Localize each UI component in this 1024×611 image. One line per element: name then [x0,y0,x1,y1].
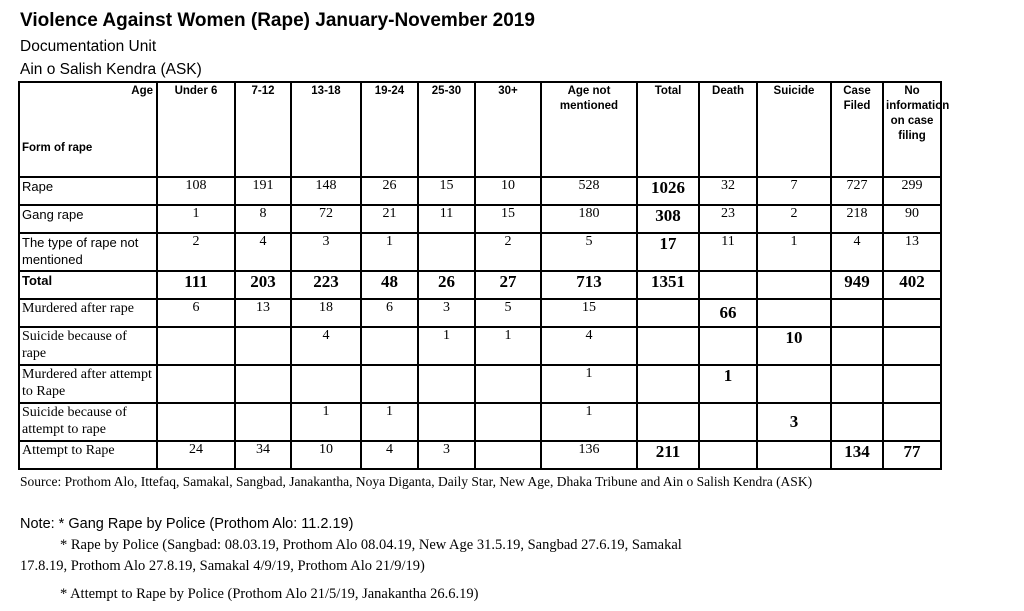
table-cell: 4 [831,233,883,271]
row-label: The type of rape not mentioned [19,233,157,271]
table-cell: 26 [361,177,418,205]
table-cell: 15 [418,177,475,205]
table-cell-total [637,299,699,327]
table-cell [475,365,541,403]
table-cell: 6 [361,299,418,327]
table-cell [831,365,883,403]
col-header-age-not-mentioned: Age not mentioned [541,82,637,177]
table-cell: 1 [541,403,637,441]
table-cell: 108 [157,177,235,205]
table-cell: 6 [157,299,235,327]
table-cell [418,365,475,403]
table-cell-suicide: 3 [757,403,831,441]
table-cell: 1 [291,403,361,441]
row-label: Attempt to Rape [19,441,157,469]
table-cell: 5 [541,233,637,271]
row-label: Murdered after attempt to Rape [19,365,157,403]
table-cell [157,403,235,441]
table-cell [157,327,235,365]
table-cell [361,365,418,403]
table-cell [831,299,883,327]
row-label: Suicide because of attempt to rape [19,403,157,441]
table-cell: 1 [475,327,541,365]
note-rape-by-police-continued: 17.8.19, Prothom Alo 27.8.19, Samakal 4/9/19, Prothom Alo 21/9/19) [20,558,425,574]
table-cell: 191 [235,177,291,205]
col-header-30-plus: 30+ [475,82,541,177]
table-cell-total: 211 [637,441,699,469]
table-cell-death: 66 [699,299,757,327]
table-cell-total: 308 [637,205,699,233]
col-header-under-6: Under 6 [157,82,235,177]
row-label: Rape [19,177,157,205]
table-cell: 15 [475,205,541,233]
table-cell [831,403,883,441]
documentation-unit-label: Documentation Unit [20,38,157,55]
col-header-total: Total [637,82,699,177]
table-cell [699,327,757,365]
row-label: Total [19,271,157,299]
table-cell [475,441,541,469]
table-cell [418,403,475,441]
table-cell: 136 [541,441,637,469]
age-header: Age [131,85,153,97]
row-label: Gang rape [19,205,157,233]
table-cell: 15 [541,299,637,327]
table-cell: 13 [235,299,291,327]
table-cell: 10 [475,177,541,205]
table-cell: 299 [883,177,941,205]
table-cell: 528 [541,177,637,205]
table-cell-total: 1351 [637,271,699,299]
table-cell: 1 [757,233,831,271]
table-cell: 18 [291,299,361,327]
table-cell [757,441,831,469]
table-cell: 7 [757,177,831,205]
header-corner-cell [19,82,157,177]
col-header-suicide: Suicide [757,82,831,177]
table-cell: 32 [699,177,757,205]
table-cell [699,403,757,441]
table-cell: 24 [157,441,235,469]
table-cell: 1 [157,205,235,233]
col-header-13-18: 13-18 [291,82,361,177]
table-cell: 223 [291,271,361,299]
col-header-19-24: 19-24 [361,82,418,177]
table-cell [699,441,757,469]
table-cell: 77 [883,441,941,469]
table-cell [157,365,235,403]
table-cell [757,299,831,327]
table-cell: 111 [157,271,235,299]
note-gang-rape-by-police: Note: * Gang Rape by Police (Prothom Alo: 11.2.19) [20,516,354,532]
table-cell: 8 [235,205,291,233]
source-text: Source: Prothom Alo, Ittefaq, Samakal, Sangbad, Janakantha, Noya Diganta, Daily Star, New Age, Dhaka Tribune and Ain o Salish Kendra (ASK) [20,474,813,489]
note-attempt-by-police: * Attempt to Rape by Police (Prothom Alo 21/5/19, Janakantha 26.6.19) [60,586,479,602]
header-row [19,82,941,177]
table-cell-total [637,403,699,441]
table-cell [831,327,883,365]
organization-label: Ain o Salish Kendra (ASK) [20,61,202,78]
table-cell: 26 [418,271,475,299]
rape-statistics-table [18,81,950,470]
table-cell [883,299,941,327]
col-header-no-information: No information on case filing [883,82,941,177]
document-title: Violence Against Women (Rape) January-November 2019 [20,10,535,31]
table-cell: 1 [418,327,475,365]
table-cell: 3 [291,233,361,271]
table-cell: 2 [475,233,541,271]
table-cell-death: 1 [699,365,757,403]
table-cell [883,365,941,403]
table-cell: 3 [418,441,475,469]
table-cell [235,403,291,441]
table-cell: 3 [418,299,475,327]
table-cell [757,365,831,403]
table-cell: 949 [831,271,883,299]
table-cell: 4 [541,327,637,365]
table-cell: 90 [883,205,941,233]
table-cell [883,327,941,365]
table-row-rape [19,177,941,205]
col-header-25-30: 25-30 [418,82,475,177]
table-cell: 11 [418,205,475,233]
row-label: Murdered after rape [19,299,157,327]
table-row-suicide-after-attempt [19,403,941,441]
table-cell: 11 [699,233,757,271]
col-header-death: Death [699,82,757,177]
table-cell: 48 [361,271,418,299]
table-cell-suicide: 10 [757,327,831,365]
table-cell [235,365,291,403]
table-cell: 21 [361,205,418,233]
col-header-case-filed: Case Filed [831,82,883,177]
table-cell [883,403,941,441]
table-cell: 218 [831,205,883,233]
table-cell: 402 [883,271,941,299]
table-cell: 34 [235,441,291,469]
table-cell [757,271,831,299]
table-row-suicide-because-of-rape [19,327,941,365]
table-cell [699,271,757,299]
table-cell: 13 [883,233,941,271]
table-cell: 203 [235,271,291,299]
table-cell: 2 [757,205,831,233]
table-row-type-not-mentioned [19,233,941,271]
table-row-murdered-after-attempt [19,365,941,403]
table-row-murdered-after-rape [19,299,941,327]
table-cell: 10 [291,441,361,469]
table-cell: 1 [541,365,637,403]
form-of-rape-header: Form of rape [22,142,93,154]
table-cell-total [637,327,699,365]
table-cell [475,403,541,441]
table-cell: 2 [157,233,235,271]
table-row-gang-rape [19,205,941,233]
table-cell-total: 1026 [637,177,699,205]
table-row-total [19,271,941,299]
col-header-7-12: 7-12 [235,82,291,177]
table-cell: 713 [541,271,637,299]
table-cell [418,233,475,271]
table-cell-total [637,365,699,403]
table-cell: 1 [361,403,418,441]
table-cell: 72 [291,205,361,233]
row-label: Suicide because of rape [19,327,157,365]
table-cell: 148 [291,177,361,205]
table-cell [291,365,361,403]
table-cell: 727 [831,177,883,205]
table-cell: 134 [831,441,883,469]
table-cell: 27 [475,271,541,299]
table-cell: 4 [361,441,418,469]
table-row-attempt-to-rape [19,441,941,469]
table-cell: 4 [291,327,361,365]
table-cell: 1 [361,233,418,271]
table-cell: 180 [541,205,637,233]
table-cell-total: 17 [637,233,699,271]
table-cell [235,327,291,365]
table-cell [361,327,418,365]
note-rape-by-police: * Rape by Police (Sangbad: 08.03.19, Prothom Alo 08.04.19, New Age 31.5.19, Sangbad 27.6.19, Samakal [60,537,682,553]
table-cell: 23 [699,205,757,233]
table-cell: 5 [475,299,541,327]
table-cell: 4 [235,233,291,271]
